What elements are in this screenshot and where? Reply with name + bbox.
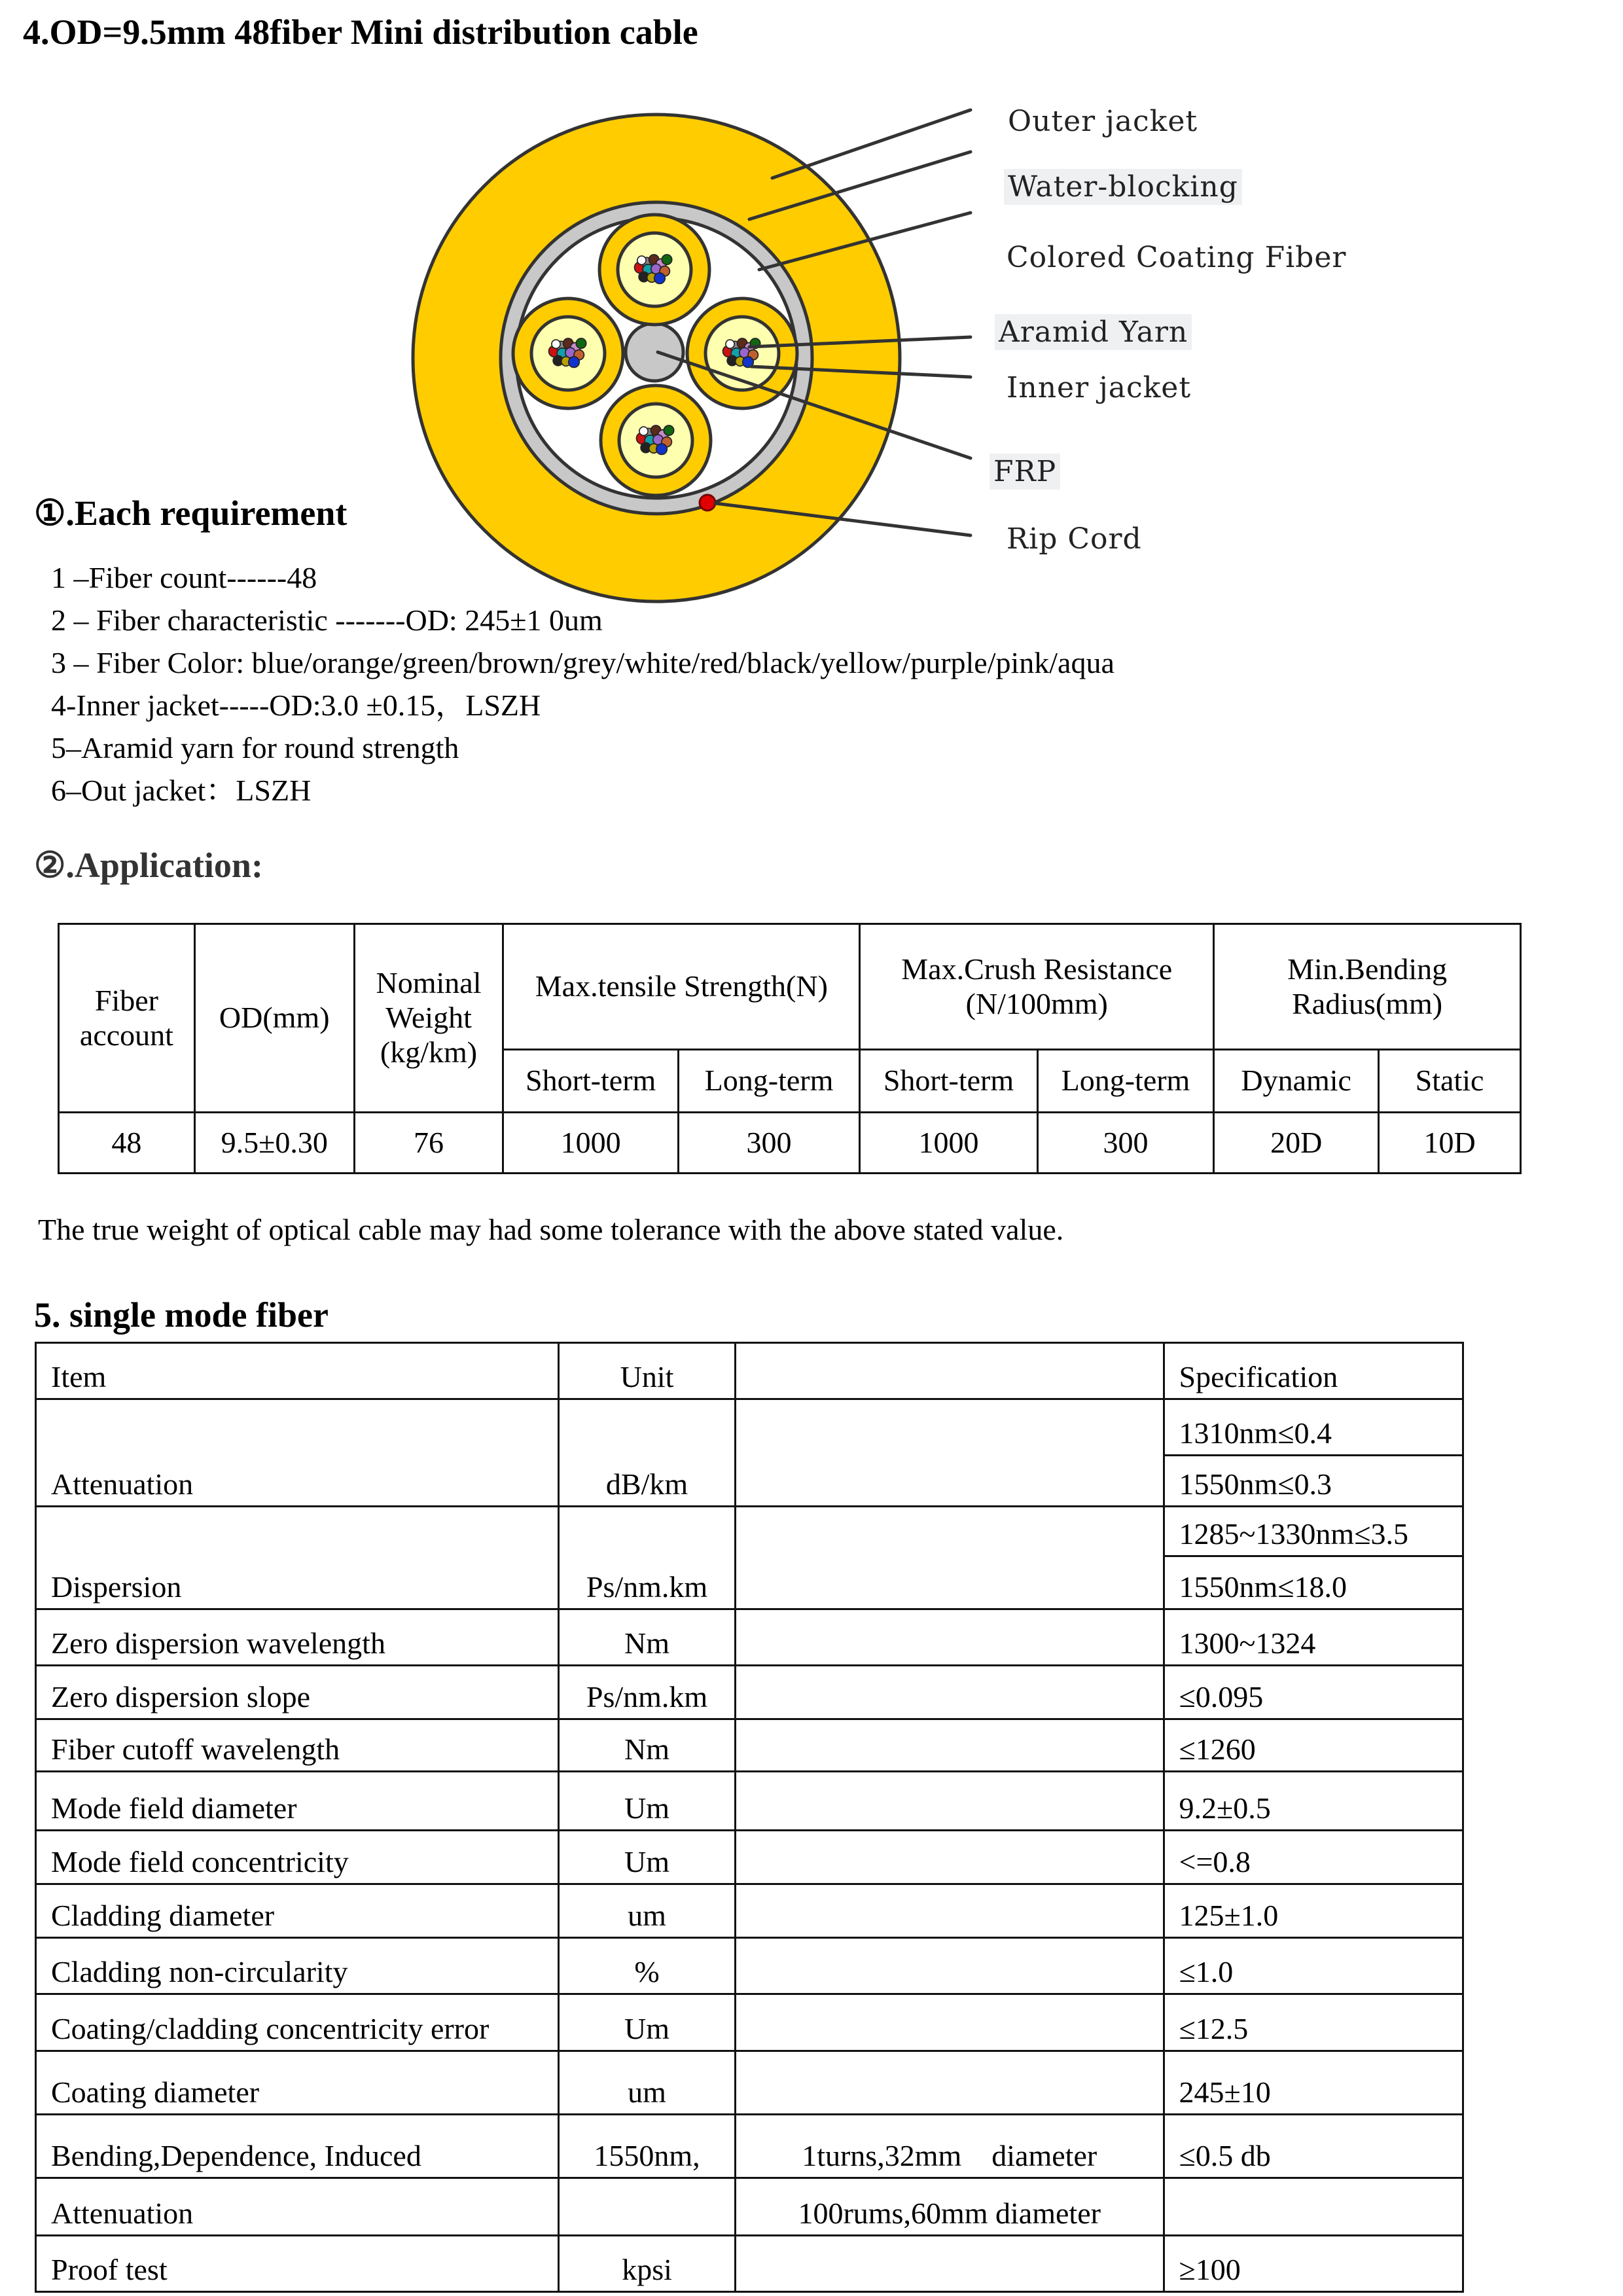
weight-tolerance-note: The true weight of optical cable may had some tolerance with the above stated value. <box>38 1213 1064 1246</box>
cell-unit: Um <box>559 1994 736 2051</box>
cell-condition <box>735 2051 1164 2115</box>
cell-item: Dispersion <box>36 1507 559 1609</box>
cell-crush-short: 1000 <box>860 1113 1038 1174</box>
cell-unit: 1550nm, <box>559 2115 736 2178</box>
header-condition <box>735 1343 1164 1399</box>
cell-condition <box>735 1719 1164 1772</box>
header-tensile-long-term: Long-term <box>678 1050 859 1113</box>
cell-unit: um <box>559 2051 736 2115</box>
cell-spec: 1550nm≤0.3 <box>1164 1456 1463 1507</box>
header-bending-static: Static <box>1379 1050 1521 1113</box>
header-max-tensile: Max.tensile Strength(N) <box>503 924 860 1050</box>
cell-od: 9.5±0.30 <box>194 1113 354 1174</box>
section-heading-requirements: ①.Each requirement <box>34 493 348 533</box>
label-colored-coating-fiber: Colored Coating Fiber <box>1007 241 1347 274</box>
cell-condition <box>735 1772 1164 1831</box>
cell-condition <box>735 1609 1164 1666</box>
cell-unit <box>559 2178 736 2236</box>
cell-unit: Nm <box>559 1609 736 1666</box>
cell-condition: 100rums,60mm diameter <box>735 2178 1164 2236</box>
cell-spec: 9.2±0.5 <box>1164 1772 1463 1831</box>
cell-tensile-short: 1000 <box>503 1113 678 1174</box>
cell-item: Attenuation <box>36 2178 559 2236</box>
cell-condition <box>735 1994 1164 2051</box>
label-inner-jacket: Inner jacket <box>1007 371 1192 404</box>
header-tensile-short-term: Short-term <box>503 1050 678 1113</box>
header-od: OD(mm) <box>194 924 354 1113</box>
requirement-item: 2 – Fiber characteristic -------OD: 245±1 0um <box>51 603 603 637</box>
requirement-item: 6–Out jacket：LSZH <box>51 774 312 807</box>
table-row <box>36 1719 1463 1772</box>
cell-spec: ≥100 <box>1164 2236 1463 2292</box>
table-row <box>36 1831 1463 1884</box>
cell-item: Cladding non-circularity <box>36 1938 559 1994</box>
section-heading-application: ②.Application: <box>34 846 263 885</box>
table-row <box>36 1994 1463 2051</box>
cell-condition <box>735 1884 1164 1938</box>
cell-spec: 1310nm≤0.4 <box>1164 1399 1463 1456</box>
cell-unit: Nm <box>559 1719 736 1772</box>
requirement-item: 1 –Fiber count------48 <box>51 561 317 594</box>
table-row <box>59 1113 1521 1174</box>
cell-item: Mode field concentricity <box>36 1831 559 1884</box>
cell-item: Zero dispersion wavelength <box>36 1609 559 1666</box>
cell-condition <box>735 1399 1164 1507</box>
subunit-top <box>599 215 709 325</box>
frp-core <box>626 323 683 381</box>
cell-spec: ≤1260 <box>1164 1719 1463 1772</box>
label-aramid-yarn: Aramid Yarn <box>995 314 1192 350</box>
table-row <box>36 2051 1463 2115</box>
cell-item: Cladding diameter <box>36 1884 559 1938</box>
header-fiber-account: Fiber account <box>59 924 195 1113</box>
cell-condition <box>735 1831 1164 1884</box>
label-outer-jacket: Outer jacket <box>1008 105 1198 138</box>
header-specification: Specification <box>1164 1343 1463 1399</box>
cell-unit: Um <box>559 1831 736 1884</box>
requirement-item: 3 – Fiber Color: blue/orange/green/brown/grey/white/red/black/yellow/purple/pink/aqua <box>51 646 1115 679</box>
cell-item: Coating diameter <box>36 2051 559 2115</box>
table-row <box>36 1772 1463 1831</box>
cell-bending-static: 10D <box>1379 1113 1521 1174</box>
cell-spec: 245±10 <box>1164 2051 1463 2115</box>
cell-unit: kpsi <box>559 2236 736 2292</box>
cell-item: Bending,Dependence, Induced <box>36 2115 559 2178</box>
requirement-item: 4-Inner jacket-----OD:3.0 ±0.15，LSZH <box>51 689 541 722</box>
table-row <box>36 1609 1463 1666</box>
cell-unit: % <box>559 1938 736 1994</box>
cell-spec: 125±1.0 <box>1164 1884 1463 1938</box>
cell-item: Attenuation <box>36 1399 559 1507</box>
single-mode-fiber-table <box>35 1342 1464 2293</box>
cell-item: Coating/cladding concentricity error <box>36 1994 559 2051</box>
cell-spec: ≤0.5 db <box>1164 2115 1463 2178</box>
cell-spec: 1285~1330nm≤3.5 <box>1164 1507 1463 1556</box>
cell-unit: um <box>559 1884 736 1938</box>
header-max-crush: Max.Crush Resistance (N/100mm) <box>860 924 1214 1050</box>
table-row <box>36 2236 1463 2292</box>
subunit-bottom <box>601 386 711 495</box>
subunit-right <box>687 298 797 408</box>
cell-fiber-account: 48 <box>59 1113 195 1174</box>
cell-unit: Ps/nm.km <box>559 1666 736 1719</box>
table-row <box>36 1938 1463 1994</box>
cell-condition <box>735 2236 1164 2292</box>
table-row <box>36 1666 1463 1719</box>
cell-item: Zero dispersion slope <box>36 1666 559 1719</box>
header-crush-short-term: Short-term <box>860 1050 1038 1113</box>
cell-spec: <=0.8 <box>1164 1831 1463 1884</box>
cell-item: Proof test <box>36 2236 559 2292</box>
cell-unit: dB/km <box>559 1399 736 1507</box>
header-min-bending: Min.Bending Radius(mm) <box>1214 924 1521 1050</box>
header-crush-long-term: Long-term <box>1037 1050 1214 1113</box>
header-unit: Unit <box>559 1343 736 1399</box>
header-nominal-weight: Nominal Weight (kg/km) <box>354 924 503 1113</box>
cell-condition <box>735 1938 1164 1994</box>
document-title: 4.OD=9.5mm 48fiber Mini distribution cable <box>23 12 698 52</box>
cell-unit: Ps/nm.km <box>559 1507 736 1609</box>
cell-condition <box>735 1666 1164 1719</box>
cell-spec: ≤1.0 <box>1164 1938 1463 1994</box>
cell-unit: Um <box>559 1772 736 1831</box>
requirement-item: 5–Aramid yarn for round strength <box>51 731 459 764</box>
table-row <box>36 1884 1463 1938</box>
cell-spec: 1550nm≤18.0 <box>1164 1556 1463 1609</box>
cell-spec: ≤0.095 <box>1164 1666 1463 1719</box>
label-frp: FRP <box>990 454 1060 490</box>
cable-cross-section-diagram <box>393 98 1047 622</box>
cell-item: Fiber cutoff wavelength <box>36 1719 559 1772</box>
label-water-blocking: Water-blocking <box>1004 169 1242 205</box>
header-bending-dynamic: Dynamic <box>1214 1050 1379 1113</box>
rip-cord-shape <box>700 495 715 511</box>
cell-condition: 1turns,32mm diameter <box>735 2115 1164 2178</box>
section-heading-single-mode-fiber: 5. single mode fiber <box>34 1295 329 1335</box>
cell-condition <box>735 1507 1164 1609</box>
cell-item: Mode field diameter <box>36 1772 559 1831</box>
cell-tensile-long: 300 <box>678 1113 859 1174</box>
cell-weight: 76 <box>354 1113 503 1174</box>
application-table <box>58 923 1522 1174</box>
cell-spec: ≤12.5 <box>1164 1994 1463 2051</box>
cell-bending-dynamic: 20D <box>1214 1113 1379 1174</box>
cell-crush-long: 300 <box>1037 1113 1214 1174</box>
subunit-left <box>513 298 623 408</box>
cell-spec <box>1164 2178 1463 2236</box>
header-item: Item <box>36 1343 559 1399</box>
label-rip-cord: Rip Cord <box>1007 522 1142 556</box>
cell-spec: 1300~1324 <box>1164 1609 1463 1666</box>
table-row <box>36 2115 1463 2178</box>
table-row <box>36 2178 1463 2236</box>
